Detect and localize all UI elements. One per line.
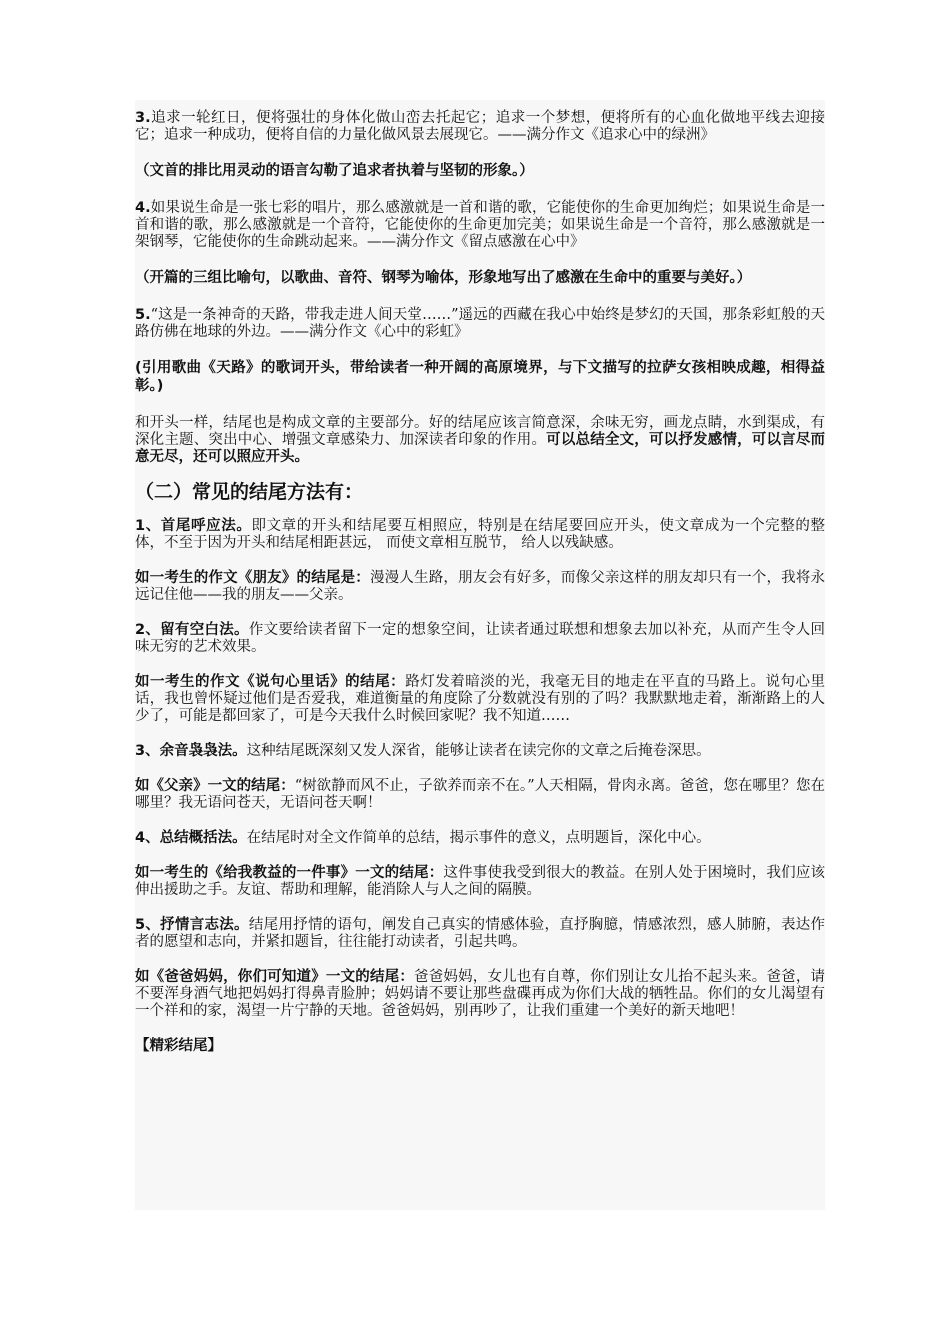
example-lead: 如《爸爸妈妈，你们可知道》一文的结尾： [135,969,415,985]
example-text: 这件事使我受到很大的教益。在别人处于困境时，我们应该伸出援助之手。友谊、帮助和理解，能消除人与人之间的隔膜。 [135,865,826,898]
paragraph-text: 追求一轮红日，便将强壮的身体化做山峦去托起它；追求一个梦想，便将所有的心血化做地平线去迎接它；追求一种成功，便将自信的力量化做风景去展现它。——满分作文《追求心中的绿洲》 [135,110,825,143]
example-2 [135,674,825,725]
method-4 [135,830,825,847]
document-page [135,100,825,1210]
method-text: 结尾用抒情的语句，阐发自己真实的情感体验，直抒胸臆，情感浓烈，感人肺腑，表达作者的愿望和志向，并紧扣题旨，往往能打动读者，引起共鸣。 [135,917,826,950]
example-text: 爸爸妈妈，女儿也有自尊，你们别让女儿抬不起头来。爸爸，请不要浑身酒气地把妈妈打得鼻青脸肿；妈妈请不要让那些盘碟再成为你们大战的牺牲品。你们的女儿渴望有一个祥和的家，渴望一片宁静的天地。爸爸妈妈，别再吵了，让我们重建一个美好的新天地吧！ [135,969,826,1019]
ending-intro-bold: 可以总结全文，可以抒发感情，可以言尽而意无尽，还可以照应开头。 [135,432,825,465]
comment-3: （文首的排比用灵动的语言勾勒了追求者执着与坚韧的形象。） [135,163,534,179]
comment-4: （开篇的三组比喻句，以歌曲、音符、钢琴为喻体，形象地写出了感激在生命中的重要与美好。） [135,270,752,286]
paragraph-4 [135,200,825,251]
example-5 [135,969,825,1020]
method-3 [135,743,825,760]
method-text: 即文章的开头和结尾要互相照应，特别是在结尾要回应开头，使文章成为一个完整的整体，不至于因为开头和结尾相距甚远， 而使文章相互脱节， 给人以残缺感。 [135,518,825,551]
method-text: 作文要给读者留下一定的想象空间，让读者通过联想和想象去加以补充，从而产生令人回味无穷的艺术效果。 [135,622,826,655]
example-1 [135,570,825,604]
example-4 [135,865,825,899]
example-text: 路灯发着暗淡的光，我毫无目的地走在平直的马路上。说句心里话，我也曾怀疑过他们是否爱我，难道衡量的角度除了分数就没有别的了吗？我默默地走着，渐渐路上的人少了，可能是都回家了，可是今天我什么时候回家呢？我不知道…… [135,674,826,724]
example-text: 漫漫人生路，朋友会有好多，而像父亲这样的朋友却只有一个，我将永远记住他——我的朋友——父亲。 [135,570,826,603]
item-number: 4. [135,200,151,216]
method-lead: 4、总结概括法。 [135,830,247,846]
example-lead: 如一考生的作文《朋友》的结尾是： [135,570,370,586]
example-lead: 如《父亲》一文的结尾： [135,778,295,794]
example-lead: 如一考生的《给我教益的一件事》一文的结尾： [135,865,444,881]
example-text: “树欲静而风不止，子欲养而亲不在。”人天相隔，骨肉永离。爸爸，您在哪里？您在哪里？我无语问苍天，无语问苍天啊！ [135,778,826,811]
method-lead: 1、首尾呼应法。 [135,518,252,534]
method-lead: 5、抒情言志法。 [135,917,249,933]
paragraph-3 [135,110,825,144]
method-text: 这种结尾既深刻又发人深省，能够让读者在读完你的文章之后掩卷深思。 [246,743,711,759]
final-heading: 【精彩结尾】 [135,1038,222,1054]
item-number: 3. [135,110,151,126]
comment-5: (引用歌曲《天路》的歌词开头，带给读者一种开阔的高原境界，与下文描写的拉萨女孩相映成趣，相得益彰。) [135,360,825,394]
section-heading: （二）常见的结尾方法有： [135,481,364,503]
method-lead: 3、余音袅袅法。 [135,743,247,759]
method-text: 在结尾时对全文作简单的总结，揭示事件的意义，点明题旨，深化中心。 [246,830,711,846]
item-number: 5. [135,307,151,323]
ending-intro [135,415,825,466]
paragraph-5 [135,307,825,341]
example-lead: 如一考生的作文《说句心里话》的结尾： [135,674,406,690]
method-2 [135,622,825,656]
document-content [135,110,825,1055]
method-1 [135,518,825,552]
example-3 [135,778,825,812]
ending-intro-text: 和开头一样，结尾也是构成文章的主要部分。好的结尾应该言简意深，余味无穷，画龙点睛，水到渠成，有深化主题、突出中心、增强文章感染力、加深读者印象的作用。 [135,415,825,448]
paragraph-text: 如果说生命是一张七彩的唱片，那么感激就是一首和谐的歌，它能使你的生命更加绚烂；如果说生命是一首和谐的歌，那么感激就是一个音符，它能使你的生命更加完美；如果说生命是一个音符，那么感激就是一架钢琴，它能使你的生命跳动起来。——满分作文《留点感激在心中》 [135,200,825,250]
paragraph-text: “这是一条神奇的天路，带我走进人间天堂……”遥远的西藏在我心中始终是梦幻的天国，那条彩虹般的天路仿佛在地球的外边。——满分作文《心中的彩虹》 [135,307,825,340]
method-lead: 2、留有空白法。 [135,622,249,638]
method-5 [135,917,825,951]
